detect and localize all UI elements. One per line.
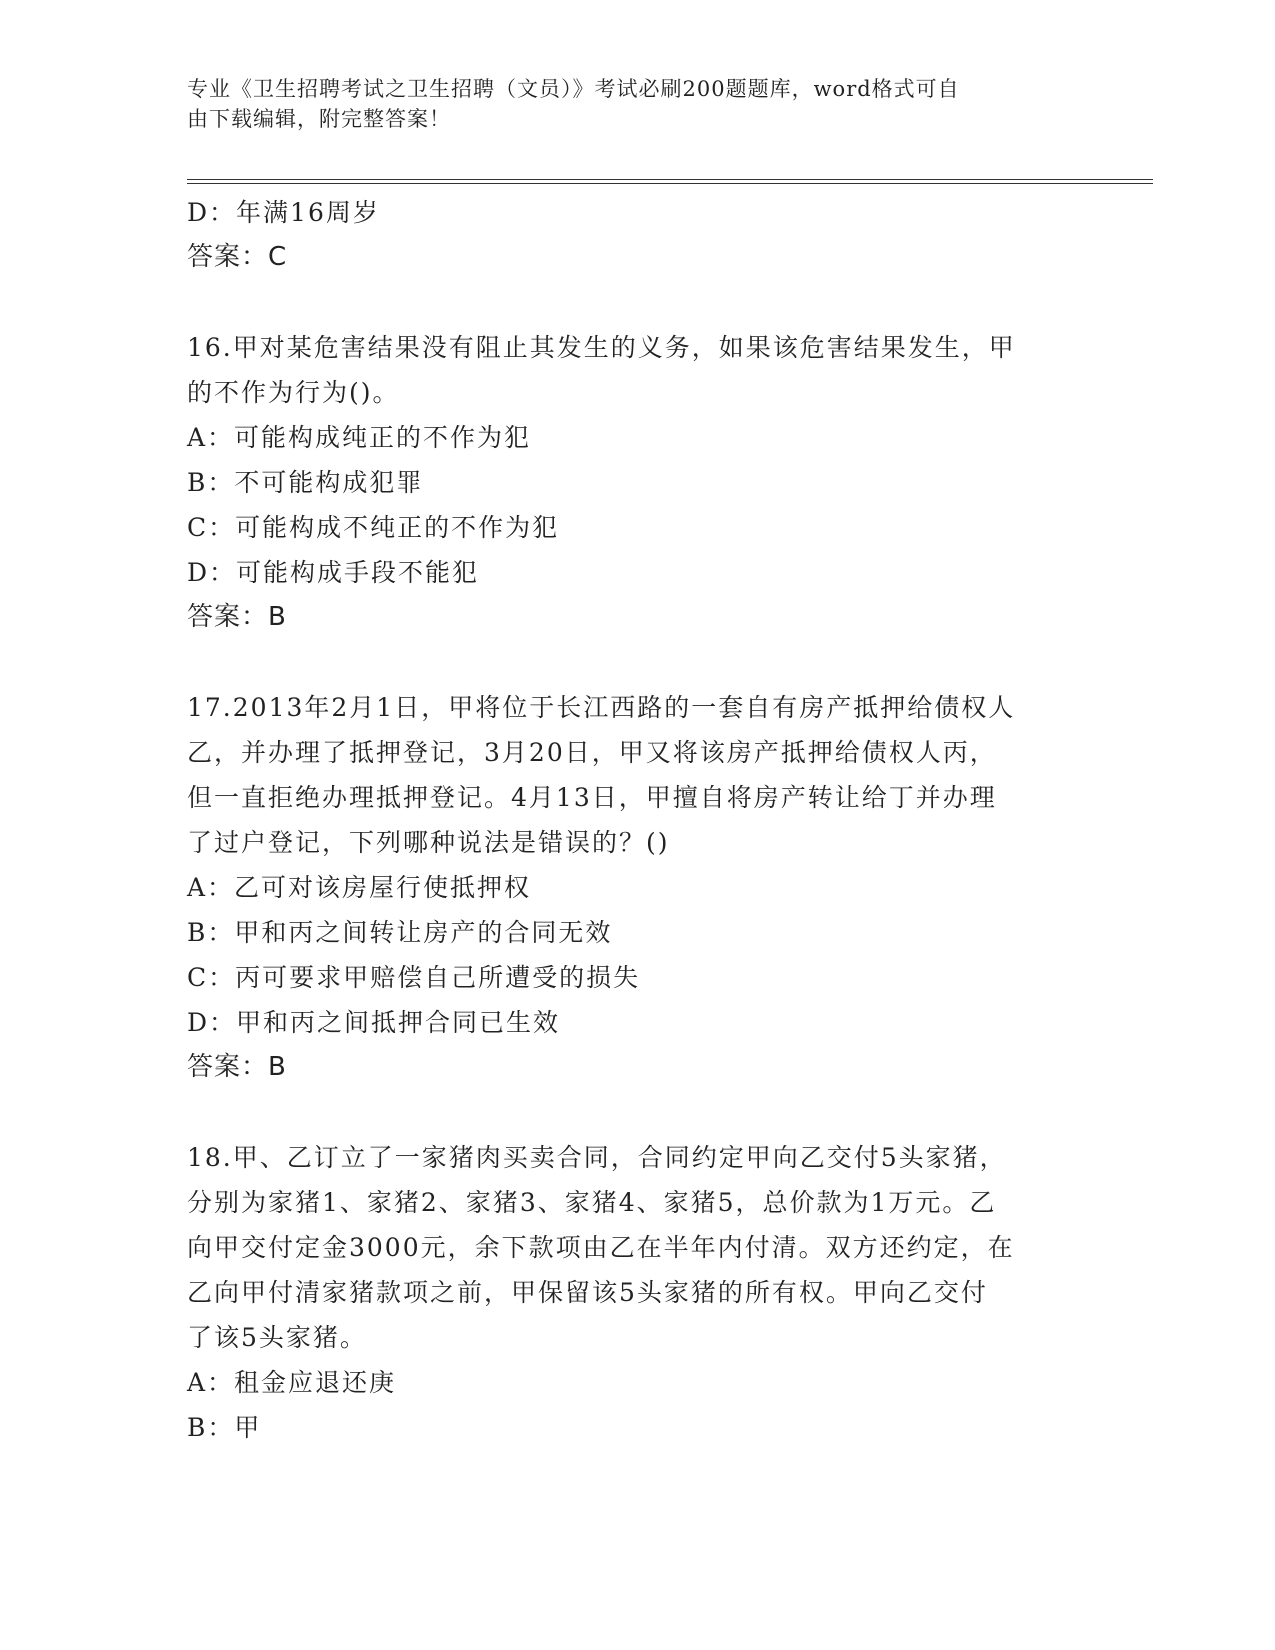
- question-list: [187, 190, 1087, 1450]
- option-b: B：不可能构成犯罪: [187, 468, 424, 497]
- header-divider-top: [187, 179, 1153, 180]
- question-stem-line: 16.甲对某危害结果没有阻止其发生的义务，如果该危害结果发生，甲: [187, 333, 1016, 362]
- question-stem-line: 17.2013年2月1日，甲将位于长江西路的一套自有房产抵押给债权人: [187, 693, 1016, 722]
- question-stem-line: 的不作为行为()。: [187, 378, 400, 407]
- question-stem-line: 但一直拒绝办理抵押登记。4月13日，甲擅自将房产转让给丁并办理: [187, 783, 997, 812]
- question-stem-line: 了该5头家猪。: [187, 1323, 367, 1352]
- answer-label: 答案：B: [187, 1052, 287, 1082]
- question-stem-line: 了过户登记，下列哪种说法是错误的？(): [187, 828, 670, 857]
- question-16: [187, 325, 1087, 640]
- option-d: D：甲和丙之间抵押合同已生效: [187, 1008, 561, 1037]
- option-d: D：年满16周岁: [187, 198, 380, 227]
- spacer: [187, 640, 1087, 685]
- option-b: B：甲和丙之间转让房产的合同无效: [187, 918, 613, 947]
- question-stem-line: 向甲交付定金3000元，余下款项由乙在半年内付清。双方还约定，在: [187, 1233, 1015, 1262]
- answer-label: 答案：B: [187, 602, 287, 632]
- spacer: [187, 280, 1087, 325]
- question-stem-line: 乙向甲付清家猪款项之前，甲保留该5头家猪的所有权。甲向乙交付: [187, 1278, 988, 1307]
- header-line-2: 由下载编辑，附完整答案！: [187, 107, 451, 131]
- document-header: [187, 74, 1067, 134]
- option-a: A：可能构成纯正的不作为犯: [187, 423, 532, 452]
- question-18: [187, 1135, 1087, 1450]
- option-a: A：乙可对该房屋行使抵押权: [187, 873, 532, 902]
- question-stem-line: 乙，并办理了抵押登记，3月20日，甲又将该房产抵押给债权人丙，: [187, 738, 997, 767]
- question-stem-line: 分别为家猪1、家猪2、家猪3、家猪4、家猪5，总价款为1万元。乙: [187, 1188, 997, 1217]
- option-c: C：可能构成不纯正的不作为犯: [187, 513, 560, 542]
- question-17: [187, 685, 1087, 1090]
- option-b: B：甲: [187, 1413, 262, 1442]
- option-a: A：租金应退还庚: [187, 1368, 397, 1397]
- question-stem-line: 18.甲、乙订立了一家猪肉买卖合同，合同约定甲向乙交付5头家猪，: [187, 1143, 1007, 1172]
- header-divider-bottom: [187, 183, 1153, 184]
- option-d: D：可能构成手段不能犯: [187, 558, 480, 587]
- spacer: [187, 1090, 1087, 1135]
- option-c: C：丙可要求甲赔偿自己所遭受的损失: [187, 963, 641, 992]
- header-line-1: 专业《卫生招聘考试之卫生招聘（文员）》考试必刷200题题库，word格式可自: [187, 77, 960, 101]
- answer-label: 答案：C: [187, 242, 288, 272]
- previous-question-tail: [187, 190, 1087, 280]
